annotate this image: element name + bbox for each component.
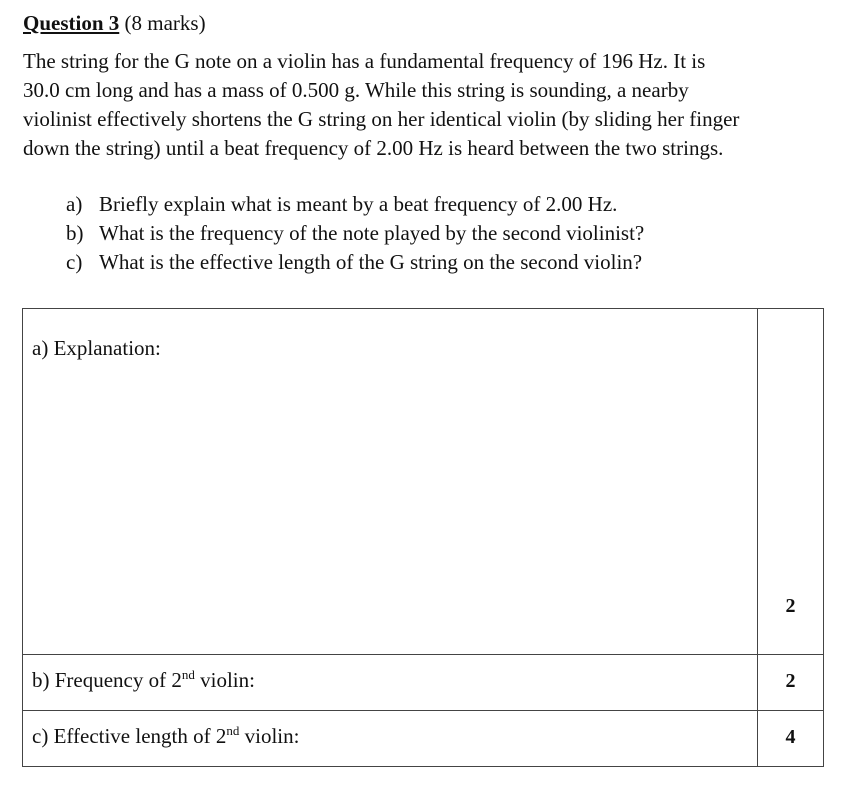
question-heading [23, 9, 206, 37]
marks-value-a: 2 [785, 595, 796, 617]
question-intro [23, 47, 803, 163]
marks-cell-c [758, 711, 824, 767]
part-letter: c) [66, 250, 83, 274]
question-parts-list [66, 190, 644, 277]
part-a [66, 190, 644, 219]
answer-row-b [23, 655, 824, 711]
part-text: What is the effective length of the G string on the second violin? [99, 250, 643, 274]
intro-line: The string for the G note on a violin has a fundamental frequency of 196 Hz. It is [23, 49, 706, 73]
intro-line: down the string) until a beat frequency of 2.00 Hz is heard between the two strings. [23, 136, 724, 160]
part-letter: b) [66, 221, 84, 245]
ordinal-suffix: nd [226, 723, 240, 738]
answer-area-b[interactable] [23, 655, 758, 711]
answer-label-c [32, 724, 299, 749]
answer-area-a[interactable] [23, 309, 758, 655]
question-marks: (8 marks) [119, 11, 206, 35]
answer-label-a: a) Explanation: [32, 336, 161, 360]
answer-label-b [32, 668, 255, 693]
label-prefix: b) Frequency of 2 [32, 668, 182, 692]
marks-cell-a [758, 309, 824, 655]
intro-line: violinist effectively shortens the G string on her identical violin (by sliding her finger [23, 107, 740, 131]
intro-line: 30.0 cm long and has a mass of 0.500 g. While this string is sounding, a nearby [23, 78, 689, 102]
marks-cell-b [758, 655, 824, 711]
part-text: What is the frequency of the note played by the second violinist? [99, 221, 645, 245]
answer-area-c[interactable] [23, 711, 758, 767]
part-b [66, 219, 644, 248]
ordinal-suffix: nd [181, 667, 195, 682]
question-label: Question 3 [23, 11, 120, 35]
label-suffix: violin: [239, 724, 300, 748]
part-letter: a) [66, 192, 83, 216]
part-c [66, 248, 644, 277]
label-suffix: violin: [194, 668, 255, 692]
marks-value-b: 2 [785, 670, 796, 692]
marks-value-c: 4 [785, 726, 796, 748]
answer-row-a [23, 309, 824, 655]
label-prefix: c) Effective length of 2 [32, 724, 227, 748]
answer-table [22, 308, 824, 767]
answer-row-c [23, 711, 824, 767]
part-text: Briefly explain what is meant by a beat frequency of 2.00 Hz. [99, 192, 618, 216]
